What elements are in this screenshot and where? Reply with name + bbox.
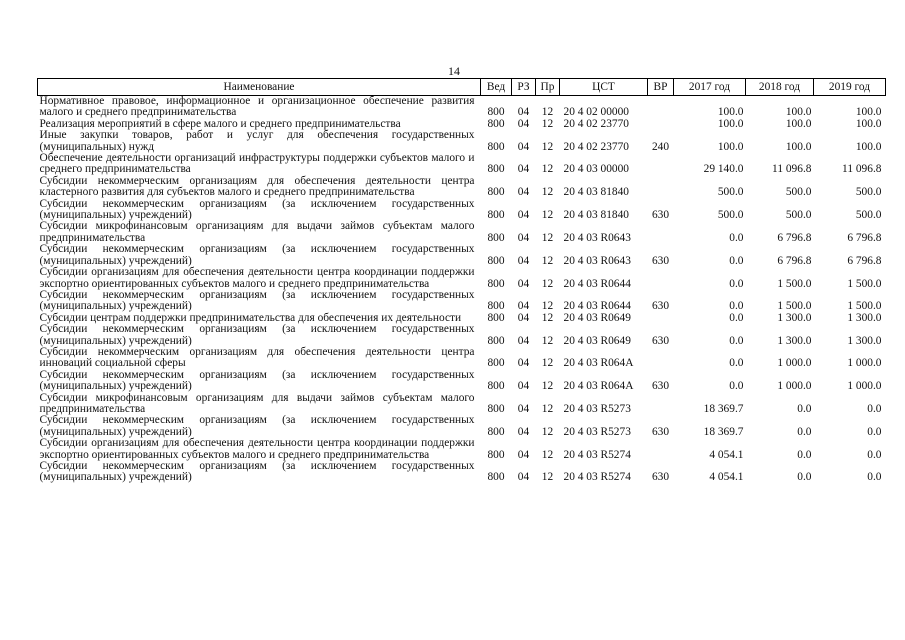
row-vr (648, 313, 674, 324)
row-rz: 04 (517, 186, 530, 199)
row-rz: 04 (517, 106, 530, 119)
row-cst: 20 4 03 81840 (563, 186, 629, 199)
row-2017: 18 369.7 (703, 402, 744, 415)
row-rz: 04 (517, 117, 530, 130)
row-2017: 0.0 (729, 334, 744, 347)
header-2017: 2017 год (674, 79, 746, 96)
row-2017: 0.0 (729, 380, 744, 393)
row-ved: 800 (487, 254, 505, 267)
row-rz: 04 (517, 277, 530, 290)
row-2019: 0.0 (867, 402, 882, 415)
row-cst: 20 4 03 R0649 (563, 311, 631, 324)
row-rz: 04 (517, 448, 530, 461)
row-2017: 29 140.0 (703, 163, 744, 176)
row-rz: 04 (517, 163, 530, 176)
table-row (38, 370, 886, 393)
row-2018: 1 500.0 (777, 300, 812, 313)
row-vr (648, 96, 674, 119)
row-ved: 800 (487, 300, 505, 313)
row-vr (648, 438, 674, 461)
table-row (38, 244, 886, 267)
row-vr: 630 (651, 209, 670, 222)
row-2019: 1 000.0 (847, 380, 882, 393)
row-name: Иные закупки товаров, работ и услуг для обеспечения государственных (муниципальных) нужд (39, 129, 475, 153)
header-name: Наименование (38, 79, 481, 96)
row-rz: 04 (517, 402, 530, 415)
row-cst: 20 4 03 R5273 (563, 425, 631, 438)
row-name: Реализация мероприятий в сфере малого и среднего предпринимательства (39, 117, 401, 130)
row-cst: 20 4 03 R0643 (563, 231, 631, 244)
row-vr (648, 153, 674, 176)
row-rz: 04 (517, 357, 530, 370)
row-2019: 1 500.0 (847, 277, 882, 290)
table-row (38, 347, 886, 370)
row-cst: 20 4 03 R0643 (563, 254, 631, 267)
row-vr (648, 347, 674, 370)
row-name: Субсидии некоммерческим организациям (за исключением государственных (муниципальных) учреждений) (39, 414, 475, 438)
row-pr: 12 (541, 231, 554, 244)
row-2019: 0.0 (867, 471, 882, 484)
page-number: 14 (448, 64, 460, 78)
row-ved: 800 (487, 357, 505, 370)
row-vr: 630 (651, 300, 670, 313)
table-row (38, 461, 886, 484)
row-2018: 11 096.8 (772, 163, 812, 176)
row-2018: 1 300.0 (777, 334, 812, 347)
row-name: Субсидии микрофинансовым организациям для выдачи займов субъектам малого предпринимательства (39, 391, 475, 415)
row-pr: 12 (541, 311, 554, 324)
row-2018: 0.0 (797, 448, 812, 461)
row-ved: 800 (487, 209, 505, 222)
table-row (38, 221, 886, 244)
table-header-row (38, 79, 886, 96)
row-rz: 04 (517, 254, 530, 267)
row-name: Субсидии некоммерческим организациям (за исключением государственных (муниципальных) учреждений) (39, 368, 475, 393)
table-row (38, 415, 886, 438)
row-ved: 800 (487, 231, 505, 244)
row-vr (648, 176, 674, 199)
row-2018: 6 796.8 (777, 254, 812, 267)
row-2017: 0.0 (729, 277, 744, 290)
row-vr (648, 393, 674, 416)
row-2017: 0.0 (729, 300, 744, 313)
header-vr: ВР (648, 79, 674, 96)
row-2018: 0.0 (797, 425, 812, 438)
table-row (38, 324, 886, 347)
row-name: Субсидии центрам поддержки предпринимательства для обеспечения их деятельности (39, 311, 462, 324)
row-ved: 800 (487, 334, 505, 347)
row-rz: 04 (517, 471, 530, 484)
table-row (38, 153, 886, 176)
row-cst: 20 4 03 00000 (563, 163, 629, 176)
row-vr: 630 (651, 334, 670, 347)
row-vr (648, 119, 674, 130)
table-row (38, 438, 886, 461)
row-cst: 20 4 03 R0649 (563, 334, 631, 347)
row-pr: 12 (541, 277, 554, 290)
row-2018: 100.0 (785, 117, 812, 130)
row-ved: 800 (487, 311, 505, 324)
row-pr: 12 (541, 209, 554, 222)
table-row (38, 290, 886, 313)
row-rz: 04 (517, 425, 530, 438)
row-cst: 20 4 02 23770 (563, 117, 629, 130)
row-ved: 800 (487, 380, 505, 393)
row-2017: 4 054.1 (709, 471, 744, 484)
row-name: Субсидии некоммерческим организациям для обеспечения деятельности центра инноваций социальной сферы (39, 345, 475, 370)
row-cst: 20 4 03 R5274 (563, 448, 631, 461)
row-cst: 20 4 03 R5273 (563, 402, 631, 415)
row-2019: 100.0 (855, 106, 882, 119)
row-2019: 0.0 (867, 448, 882, 461)
row-rz: 04 (517, 140, 530, 153)
row-vr: 630 (651, 254, 670, 267)
header-rz: РЗ (512, 79, 536, 96)
row-name: Субсидии микрофинансовым организациям для выдачи займов субъектам малого предпринимательства (39, 220, 475, 244)
row-2019: 1 300.0 (847, 311, 882, 324)
row-vr: 630 (651, 471, 670, 484)
row-pr: 12 (541, 140, 554, 153)
row-2018: 100.0 (785, 106, 812, 119)
row-name: Субсидии некоммерческим организациям (за исключением государственных (муниципальных) учреждений) (39, 460, 475, 484)
row-rz: 04 (517, 300, 530, 313)
table-row (38, 267, 886, 290)
row-ved: 800 (487, 277, 505, 290)
table-row (38, 96, 886, 119)
budget-table (37, 78, 886, 484)
row-ved: 800 (487, 117, 505, 130)
row-2017: 0.0 (729, 231, 744, 244)
row-cst: 20 4 03 R5274 (563, 471, 631, 484)
row-2019: 11 096.8 (842, 163, 882, 176)
row-ved: 800 (487, 186, 505, 199)
row-pr: 12 (541, 117, 554, 130)
row-2018: 1 300.0 (777, 311, 812, 324)
row-ved: 800 (487, 425, 505, 438)
row-name: Нормативное правовое, информационное и организационное обеспечение развития малого и среднего предпринимательства (39, 95, 475, 119)
row-2018: 0.0 (797, 471, 812, 484)
row-pr: 12 (541, 425, 554, 438)
row-2017: 500.0 (717, 209, 744, 222)
row-cst: 20 4 03 R064A (563, 380, 634, 393)
row-pr: 12 (541, 186, 554, 199)
row-pr: 12 (541, 163, 554, 176)
row-2019: 1 000.0 (847, 357, 882, 370)
row-name: Субсидии некоммерческим организациям (за исключением государственных (муниципальных) учреждений) (39, 243, 475, 267)
row-vr: 630 (651, 380, 670, 393)
row-2019: 6 796.8 (847, 254, 882, 267)
row-name: Субсидии некоммерческим организациям (за исключением государственных (муниципальных) учреждений) (39, 288, 475, 313)
row-2017: 0.0 (729, 311, 744, 324)
row-ved: 800 (487, 448, 505, 461)
row-2018: 1 000.0 (777, 380, 812, 393)
table-row (38, 130, 886, 153)
row-ved: 800 (487, 140, 505, 153)
row-rz: 04 (517, 380, 530, 393)
row-pr: 12 (541, 380, 554, 393)
row-cst: 20 4 03 R064A (563, 357, 634, 370)
row-cst: 20 4 03 R0644 (563, 277, 631, 290)
row-vr: 630 (651, 425, 670, 438)
header-2018: 2018 год (746, 79, 814, 96)
row-2019: 500.0 (855, 186, 882, 199)
row-cst: 20 4 02 00000 (563, 106, 629, 119)
row-pr: 12 (541, 357, 554, 370)
row-name: Субсидии некоммерческим организациям (за исключением государственных (муниципальных) учреждений) (39, 197, 475, 222)
row-cst: 20 4 02 23770 (563, 140, 629, 153)
row-2018: 100.0 (785, 140, 812, 153)
row-2017: 4 054.1 (709, 448, 744, 461)
row-2017: 100.0 (717, 140, 744, 153)
row-2019: 1 300.0 (847, 334, 882, 347)
row-pr: 12 (541, 300, 554, 313)
row-pr: 12 (541, 471, 554, 484)
row-2017: 18 369.7 (703, 425, 744, 438)
row-2019: 100.0 (855, 140, 882, 153)
row-rz: 04 (517, 311, 530, 324)
row-name: Субсидии организациям для обеспечения деятельности центра координации поддержки экспортно ориентированных субъектов малого и среднего предпринимательства (39, 266, 475, 290)
row-vr (648, 221, 674, 244)
row-ved: 800 (487, 163, 505, 176)
header-cst: ЦСТ (560, 79, 648, 96)
row-pr: 12 (541, 334, 554, 347)
row-cst: 20 4 03 81840 (563, 209, 629, 222)
row-2018: 1 500.0 (777, 277, 812, 290)
header-pr: Пр (536, 79, 560, 96)
row-2019: 0.0 (867, 425, 882, 438)
row-name: Субсидии некоммерческим организациям (за исключением государственных (муниципальных) учреждений) (39, 323, 475, 347)
row-2017: 0.0 (729, 254, 744, 267)
row-2019: 500.0 (855, 209, 882, 222)
row-2018: 500.0 (785, 209, 812, 222)
row-2019: 6 796.8 (847, 231, 882, 244)
row-name: Субсидии некоммерческим организациям для обеспечения деятельности центра кластерного развития для субъектов малого и среднего предпринимательства (39, 174, 475, 199)
row-2017: 0.0 (729, 357, 744, 370)
row-2019: 100.0 (855, 117, 882, 130)
row-2019: 1 500.0 (847, 300, 882, 313)
row-name: Субсидии организациям для обеспечения деятельности центра координации поддержки экспортно ориентированных субъектов малого и среднего предпринимательства (39, 437, 475, 461)
row-pr: 12 (541, 254, 554, 267)
row-ved: 800 (487, 471, 505, 484)
row-2017: 100.0 (717, 117, 744, 130)
row-cst: 20 4 03 R0644 (563, 300, 631, 313)
row-name: Обеспечение деятельности организаций инфраструктуры поддержки субъектов малого и среднего предпринимательства (39, 152, 475, 176)
row-2017: 500.0 (717, 186, 744, 199)
row-2018: 6 796.8 (777, 231, 812, 244)
table-row (38, 176, 886, 199)
row-vr (648, 267, 674, 290)
row-2018: 500.0 (785, 186, 812, 199)
row-2017: 100.0 (717, 106, 744, 119)
row-rz: 04 (517, 334, 530, 347)
row-2018: 0.0 (797, 402, 812, 415)
table-body (38, 96, 886, 484)
row-ved: 800 (487, 106, 505, 119)
row-pr: 12 (541, 106, 554, 119)
row-vr: 240 (651, 140, 670, 153)
row-pr: 12 (541, 448, 554, 461)
row-2018: 1 000.0 (777, 357, 812, 370)
row-ved: 800 (487, 402, 505, 415)
row-rz: 04 (517, 231, 530, 244)
row-rz: 04 (517, 209, 530, 222)
table-row (38, 199, 886, 222)
header-2019: 2019 год (814, 79, 886, 96)
table-row (38, 393, 886, 416)
row-pr: 12 (541, 402, 554, 415)
header-ved: Вед (481, 79, 512, 96)
